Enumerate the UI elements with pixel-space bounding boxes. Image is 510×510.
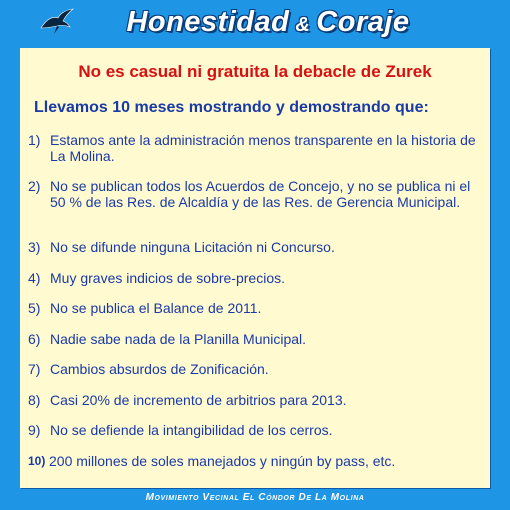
list-item-number: 8) bbox=[28, 392, 41, 408]
intro-text: Llevamos 10 meses mostrando y demostrando que: bbox=[34, 99, 429, 116]
content-panel bbox=[20, 48, 490, 488]
title-ampersand: & bbox=[295, 13, 311, 36]
list-item-number: 3) bbox=[28, 239, 41, 255]
list-item-text: Cambios absurdos de Zonificación. bbox=[50, 361, 269, 377]
headline: No es casual ni gratuita la debacle de Zurek bbox=[78, 62, 432, 81]
list-item-number: 9) bbox=[28, 422, 41, 438]
condor-bird-icon bbox=[40, 8, 74, 36]
list-item-text: Casi 20% de incremento de arbitrios para 2013. bbox=[50, 392, 347, 408]
list-item-text: Nadie sabe nada de la Planilla Municipal. bbox=[50, 331, 307, 347]
title-part1: Honestidad bbox=[126, 5, 290, 38]
list-item-text: Estamos ante la administración menos transparente en la historia de La Molina. bbox=[50, 132, 476, 164]
footer-credit: Movimiento Vecinal El Cóndor De La Molina bbox=[145, 492, 365, 503]
list-item-text: Muy graves indicios de sobre-precios. bbox=[50, 270, 285, 286]
list-item-number: 6) bbox=[28, 331, 41, 347]
list-item-number: 5) bbox=[28, 300, 41, 316]
list-item-text: No se defiende la intangibilidad de los cerros. bbox=[50, 422, 333, 438]
list-item-number: 7) bbox=[28, 361, 41, 377]
list-item-number: 1) bbox=[28, 132, 41, 148]
list-item-text: No se difunde ninguna Licitación ni Concurso. bbox=[50, 239, 335, 255]
list-item-number: 2) bbox=[28, 178, 41, 194]
page-title bbox=[126, 6, 409, 39]
list-item-text: 200 millones de soles manejados y ningún by pass, etc. bbox=[49, 453, 396, 469]
list-item-number: 4) bbox=[28, 270, 41, 286]
list-item-number: 10) bbox=[28, 454, 46, 468]
list-item-text: No se publica el Balance de 2011. bbox=[50, 300, 262, 316]
header bbox=[0, 0, 510, 44]
list-item-text: No se publican todos los Acuerdos de Concejo, y no se publica ni el 50 % de las Res. de Alcaldía y de las Res. de Gerencia Municipal. bbox=[50, 178, 471, 210]
title-part2: Coraje bbox=[316, 5, 410, 38]
